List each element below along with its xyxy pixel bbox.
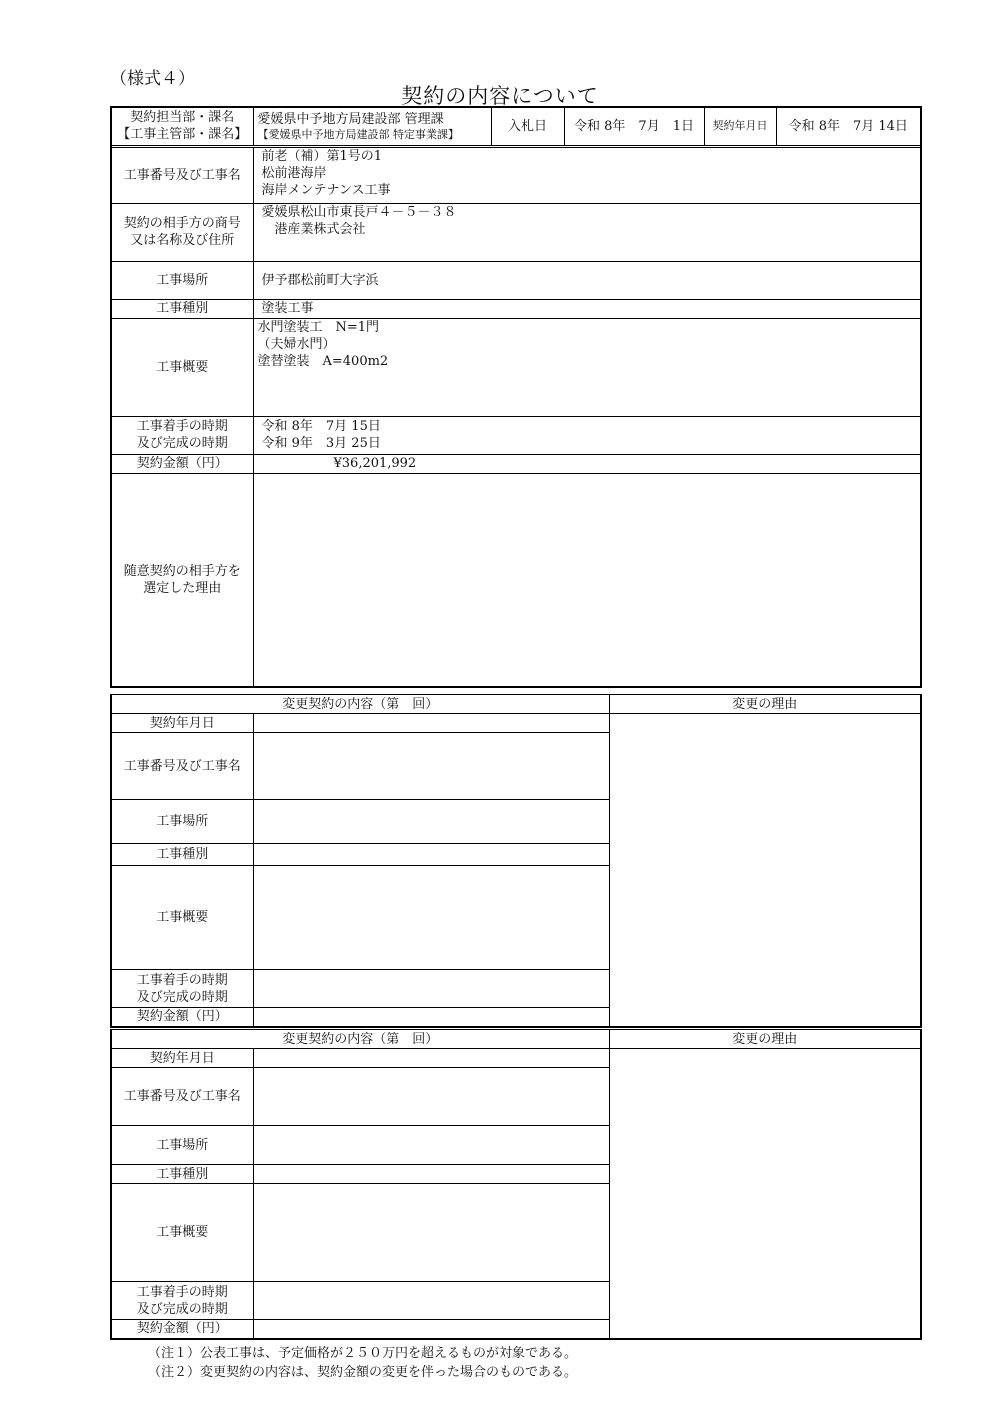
change-contract-date-value: [253, 1049, 609, 1068]
reason-label-line1: 随意契約の相手方を: [123, 563, 241, 579]
form-number: （様式４）: [110, 69, 195, 89]
dept-value-line2: 【愛媛県中予地方局建設部 特定事業課】: [257, 127, 459, 141]
partner-value: [253, 203, 921, 261]
change-type-value: [253, 844, 609, 866]
dept-value-line1: 愛媛県中予地方局建設部 管理課: [257, 111, 444, 127]
change-contract-date-label: 契約年月日: [111, 714, 253, 733]
type-value: 塗装工事: [253, 299, 921, 318]
notes: [148, 1344, 577, 1382]
change-location-label: 工事場所: [111, 1126, 253, 1165]
change-heading: 変更契約の内容（第 回）: [111, 695, 609, 714]
outline-line: （夫婦水門）: [257, 336, 336, 352]
change-period-line2: 及び完成の時期: [136, 1301, 228, 1317]
change-work-no-value: [253, 733, 609, 800]
reason-label-line2: 選定した理由: [143, 580, 222, 596]
location-label: 工事場所: [111, 261, 253, 299]
period-end: 令和 9年 3月 25日: [261, 436, 381, 451]
outline-line: 塗替塗装 A=400m2: [257, 353, 389, 369]
change-period-value: [253, 1282, 609, 1320]
change-location-value: [253, 800, 609, 844]
change-period-line2: 及び完成の時期: [136, 989, 228, 1005]
change-outline-value: [253, 866, 609, 970]
contract-date-label: 契約年月日: [704, 107, 776, 145]
contract-date-value: 令和 8年 7月 14日: [776, 107, 921, 145]
change-amount-value: [253, 1008, 609, 1027]
period-start: 令和 8年 7月 15日: [261, 419, 381, 434]
note-2: （注２）変更契約の内容は、契約金額の変更を伴った場合のものである。: [148, 1365, 578, 1380]
change-reason-heading: 変更の理由: [609, 695, 921, 714]
period-label: [111, 416, 253, 454]
change-amount-label: 契約金額（円）: [111, 1320, 253, 1339]
change-type-label: 工事種別: [111, 844, 253, 866]
page-title: 契約の内容について: [401, 84, 599, 108]
partner-name: 港産業株式会社: [261, 221, 366, 237]
amount-label: 契約金額（円）: [111, 454, 253, 473]
change-contract-date-value: [253, 714, 609, 733]
change-location-value: [253, 1126, 609, 1165]
partner-label-line2: 又は名称及び住所: [130, 233, 235, 248]
work-no-line: 松前港海岸: [261, 165, 327, 181]
partner-address: 愛媛県松山市東長戸４－５－３８: [261, 204, 457, 220]
change-period-line1: 工事着手の時期: [136, 972, 228, 988]
change-reason-heading: 変更の理由: [609, 1030, 921, 1049]
outline-line: 水門塗装工 N=1門: [257, 319, 380, 335]
change-reason-value: [609, 1049, 921, 1339]
contract-table: [110, 106, 922, 688]
change-work-no-value: [253, 1068, 609, 1126]
work-no-label: 工事番号及び工事名: [111, 147, 253, 203]
change-period-label: [111, 970, 253, 1008]
partner-label-line1: 契約の相手方の商号: [123, 216, 241, 231]
change-outline-value: [253, 1184, 609, 1282]
change-reason-value: [609, 714, 921, 1027]
change-period-label: [111, 1282, 253, 1320]
change-contract-date-label: 契約年月日: [111, 1049, 253, 1068]
change-outline-label: 工事概要: [111, 866, 253, 970]
outline-value: [253, 318, 921, 416]
change-amount-label: 契約金額（円）: [111, 1008, 253, 1027]
location-value: 伊予郡松前町大字浜: [253, 261, 921, 299]
type-label: 工事種別: [111, 299, 253, 318]
change-type-value: [253, 1165, 609, 1184]
change-work-no-label: 工事番号及び工事名: [111, 733, 253, 800]
change-period-value: [253, 970, 609, 1008]
partner-label: [111, 203, 253, 261]
dept-value: [253, 107, 491, 145]
period-value: [253, 416, 921, 454]
change-type-label: 工事種別: [111, 1165, 253, 1184]
period-label-line2: 及び完成の時期: [136, 436, 228, 451]
outline-label: 工事概要: [111, 318, 253, 416]
change-outline-label: 工事概要: [111, 1184, 253, 1282]
change-work-no-label: 工事番号及び工事名: [111, 1068, 253, 1126]
work-no-line: 海岸メンテナンス工事: [261, 182, 391, 198]
work-no-value: [253, 147, 921, 203]
dept-label-line1: 契約担当部・課名: [130, 110, 235, 126]
bid-date-value: 令和 8年 7月 1日: [564, 107, 704, 145]
change-heading: 変更契約の内容（第 回）: [111, 1030, 609, 1049]
period-label-line1: 工事着手の時期: [136, 419, 228, 434]
note-1: （注１）公表工事は、予定価格が２５０万円を超えるものが対象である。: [148, 1346, 578, 1361]
bid-date-label: 入札日: [491, 107, 564, 145]
change-table-2: [110, 1029, 922, 1340]
dept-label: [111, 107, 253, 145]
change-amount-value: [253, 1320, 609, 1339]
change-period-line1: 工事着手の時期: [136, 1284, 228, 1300]
change-table-1: [110, 694, 922, 1028]
reason-label: [111, 473, 253, 687]
dept-label-line2: 【工事主管部・課名】: [117, 127, 248, 143]
work-no-line: 前老（補）第1号の1: [261, 148, 383, 164]
reason-value: [253, 473, 921, 687]
change-location-label: 工事場所: [111, 800, 253, 844]
amount-value: ¥36,201,992: [253, 454, 921, 473]
